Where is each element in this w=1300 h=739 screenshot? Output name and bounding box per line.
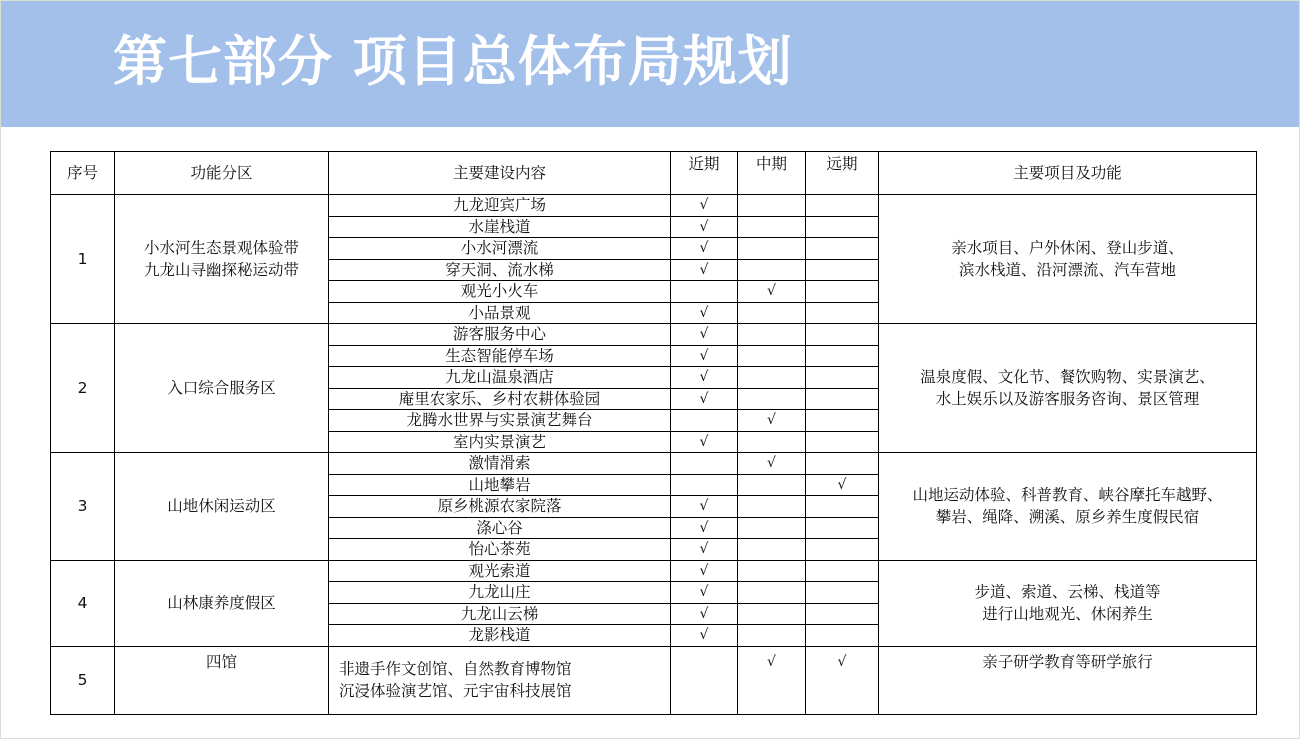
zone-name-line: 入口综合服务区: [167, 379, 276, 397]
content-item: 九龙迎宾广场: [329, 195, 671, 217]
mid-term-check: [738, 238, 806, 260]
far-term-check: [806, 431, 879, 453]
main-functions-line: 滨水栈道、沿河漂流、汽车营地: [958, 261, 1176, 279]
near-term-check: √: [671, 539, 738, 561]
mid-term-check: [738, 195, 806, 217]
title-banner: [1, 1, 1299, 127]
row-seq: 4: [51, 560, 115, 646]
header-functions: 主要项目及功能: [879, 152, 1257, 195]
mid-term-check: [738, 625, 806, 647]
table-row: [51, 324, 1257, 346]
main-functions: [879, 453, 1257, 561]
content-item-line: 非遗手作文创馆、自然教育博物馆: [339, 660, 572, 678]
content-item: 观光索道: [329, 560, 671, 582]
content-item: 穿天洞、流水梯: [329, 259, 671, 281]
mid-term-check: [738, 496, 806, 518]
table-body: [51, 195, 1257, 715]
near-term-check: [671, 474, 738, 496]
near-term-check: √: [671, 259, 738, 281]
content-item-line: 沉浸体验演艺馆、元宇宙科技展馆: [339, 682, 572, 700]
content-item: 九龙山温泉酒店: [329, 367, 671, 389]
table-row: [51, 453, 1257, 475]
content-item: 怡心茶苑: [329, 539, 671, 561]
main-functions-line: 山地运动体验、科普教育、峡谷摩托车越野、: [912, 486, 1223, 505]
far-term-check: [806, 345, 879, 367]
near-term-check: √: [671, 560, 738, 582]
far-term-check: [806, 517, 879, 539]
near-term-check: √: [671, 238, 738, 260]
content-item: 原乡桃源农家院落: [329, 496, 671, 518]
far-term-check: [806, 195, 879, 217]
content-item: 室内实景演艺: [329, 431, 671, 453]
main-functions-line: 攀岩、绳降、溯溪、原乡养生度假民宿: [935, 508, 1200, 527]
mid-term-check: [738, 367, 806, 389]
zone-name: [115, 560, 329, 646]
far-term-check: [806, 496, 879, 518]
near-term-check: √: [671, 625, 738, 647]
mid-term-check: [738, 216, 806, 238]
far-term-check: [806, 603, 879, 625]
near-term-check: √: [671, 603, 738, 625]
zone-name-line: 九龙山寻幽探秘运动带: [143, 261, 299, 279]
mid-term-check: [738, 603, 806, 625]
header-seq: 序号: [51, 152, 115, 195]
content-item: 游客服务中心: [329, 324, 671, 346]
far-term-check: [806, 302, 879, 324]
far-term-check: [806, 216, 879, 238]
near-term-check: √: [671, 324, 738, 346]
content-item: [329, 646, 671, 714]
content-item: 生态智能停车场: [329, 345, 671, 367]
mid-term-check: [738, 517, 806, 539]
header-far: 远期: [806, 152, 879, 195]
table-row: [51, 195, 1257, 217]
far-term-check: [806, 324, 879, 346]
content-item: 激情滑索: [329, 453, 671, 475]
mid-term-check: [738, 388, 806, 410]
content-item: 涤心谷: [329, 517, 671, 539]
header-zone: 功能分区: [115, 152, 329, 195]
main-functions-line: 水上娱乐以及游客服务咨询、景区管理: [935, 390, 1200, 408]
mid-term-check: [738, 324, 806, 346]
far-term-check: [806, 539, 879, 561]
zone-name-line: 山地休闲运动区: [167, 497, 276, 516]
far-term-check: [806, 453, 879, 475]
mid-term-check: [738, 259, 806, 281]
near-term-check: [671, 646, 738, 714]
near-term-check: √: [671, 216, 738, 238]
main-functions: [879, 324, 1257, 453]
main-functions: [879, 560, 1257, 646]
near-term-check: √: [671, 431, 738, 453]
mid-term-check: [738, 302, 806, 324]
content-item: 龙影栈道: [329, 625, 671, 647]
far-term-check: [806, 281, 879, 303]
content-item: 九龙山云梯: [329, 603, 671, 625]
far-term-check: √: [806, 474, 879, 496]
content-item: 小品景观: [329, 302, 671, 324]
near-term-check: √: [671, 367, 738, 389]
table-row: [51, 560, 1257, 582]
mid-term-check: √: [738, 410, 806, 432]
header-mid: 中期: [738, 152, 806, 195]
near-term-check: √: [671, 388, 738, 410]
table-row: [51, 646, 1257, 714]
near-term-check: √: [671, 517, 738, 539]
row-seq: 2: [51, 324, 115, 453]
row-seq: 1: [51, 195, 115, 324]
mid-term-check: √: [738, 453, 806, 475]
near-term-check: [671, 453, 738, 475]
row-seq: 3: [51, 453, 115, 561]
near-term-check: √: [671, 496, 738, 518]
far-term-check: √: [806, 646, 879, 714]
zone-name-line: 小水河生态景观体验带: [143, 239, 299, 257]
content-item: 观光小火车: [329, 281, 671, 303]
header-near: 近期: [671, 152, 738, 195]
far-term-check: [806, 388, 879, 410]
page-title: 第七部分 项目总体布局规划: [113, 30, 793, 93]
content-item: 小水河漂流: [329, 238, 671, 260]
mid-term-check: [738, 474, 806, 496]
layout-plan-table: [50, 151, 1257, 715]
far-term-check: [806, 560, 879, 582]
far-term-check: [806, 625, 879, 647]
zone-name: 四馆: [115, 646, 329, 714]
near-term-check: √: [671, 195, 738, 217]
near-term-check: √: [671, 345, 738, 367]
mid-term-check: [738, 539, 806, 561]
mid-term-check: √: [738, 281, 806, 303]
content-item: 庵里农家乐、乡村农耕体验园: [329, 388, 671, 410]
far-term-check: [806, 238, 879, 260]
row-seq: 5: [51, 646, 115, 714]
mid-term-check: [738, 582, 806, 604]
mid-term-check: [738, 431, 806, 453]
content-item: 水崖栈道: [329, 216, 671, 238]
content-item: 九龙山庄: [329, 582, 671, 604]
mid-term-check: √: [738, 646, 806, 714]
far-term-check: [806, 367, 879, 389]
main-functions: [879, 195, 1257, 324]
main-functions: 亲子研学教育等研学旅行: [879, 646, 1257, 714]
zone-name: [115, 324, 329, 453]
content-item: 龙腾水世界与实景演艺舞台: [329, 410, 671, 432]
near-term-check: √: [671, 582, 738, 604]
far-term-check: [806, 259, 879, 281]
header-content: 主要建设内容: [329, 152, 671, 195]
near-term-check: [671, 410, 738, 432]
zone-name: [115, 195, 329, 324]
far-term-check: [806, 410, 879, 432]
main-functions-line: 亲水项目、户外休闲、登山步道、: [951, 239, 1184, 257]
table-header-row: [51, 152, 1257, 195]
zone-name-line: 山林康养度假区: [167, 594, 276, 612]
mid-term-check: [738, 345, 806, 367]
zone-name: [115, 453, 329, 561]
content-item: 山地攀岩: [329, 474, 671, 496]
main-functions-line: 步道、索道、云梯、栈道等: [974, 583, 1161, 601]
far-term-check: [806, 582, 879, 604]
main-functions-line: 温泉度假、文化节、餐饮购物、实景演艺、: [920, 368, 1215, 386]
near-term-check: [671, 281, 738, 303]
mid-term-check: [738, 560, 806, 582]
near-term-check: √: [671, 302, 738, 324]
main-functions-line: 进行山地观光、休闲养生: [982, 605, 1153, 623]
